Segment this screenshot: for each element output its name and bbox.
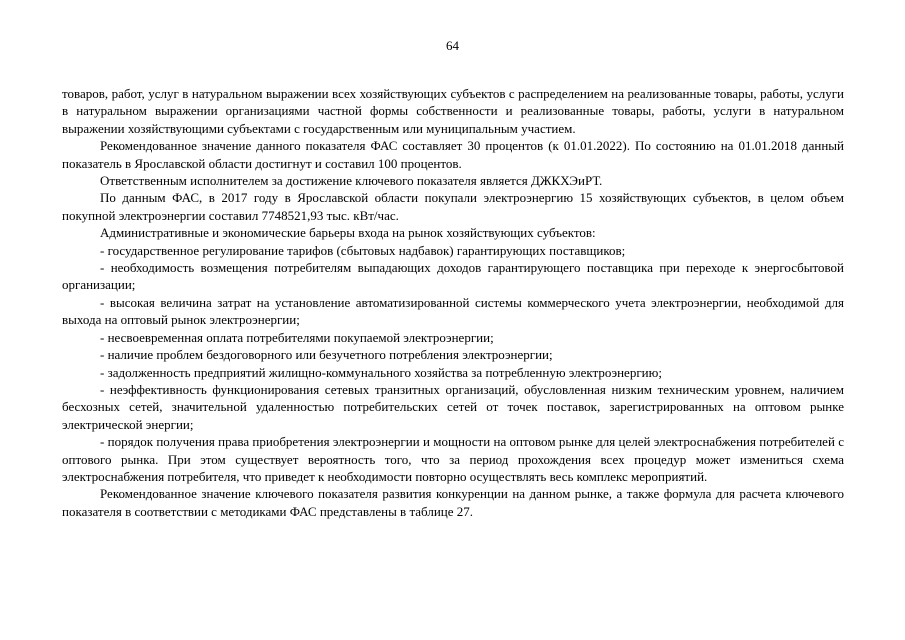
body-text	[62, 85, 844, 520]
paragraph-barriers-heading: Административные и экономические барьеры входа на рынок хозяйствующих субъектов:	[100, 225, 596, 241]
paragraph-fas-data: По данным ФАС, в 2017 году в Ярославской области покупали электроэнергию 15 хозяйствующих субъектов, в целом объем покупной электроэнергии составил 7748521,93 тыс. кВт/час.	[62, 190, 844, 223]
list-item-barrier: - высокая величина затрат на установление автоматизированной системы коммерческого учета электроэнергии, необходимой для выхода на оптовый рынок электроэнергии;	[62, 294, 844, 328]
list-item-barrier: - государственное регулирование тарифов (сбытовых надбавок) гарантирующих поставщиков;	[100, 242, 626, 258]
paragraph-table-reference: Рекомендованное значение ключевого показателя развития конкуренции на данном рынке, а также формула для расчета ключевого показателя в соответствии с методиками ФАС представлены в таблице 27.	[62, 486, 844, 519]
list-item-barrier: - наличие проблем бездоговорного или безучетного потребления электроэнергии;	[100, 347, 553, 363]
paragraph-recommended-value: Рекомендованное значение данного показателя ФАС составляет 30 процентов (к 01.01.2022). По состоянию на 01.01.2018 данный показатель в Ярославской области достигнут и составил 100 процентов.	[62, 138, 844, 171]
page-number: 64	[446, 38, 459, 53]
list-item-barrier: - порядок получения права приобретения электроэнергии и мощности на оптовом рынке для целей электроснабжения потребителей с оптового рынка. При этом существует вероятность того, что за период прохождения всех процедур может измениться схема электроснабжения потребителя, что приведет к необходимости повторно осуществлять весь комплекс мероприятий.	[62, 434, 844, 484]
list-item-barrier: - необходимость возмещения потребителям выпадающих доходов гарантирующего поставщика при переходе к энергосбытовой организации;	[62, 260, 844, 293]
paragraph-continuation: товаров, работ, услуг в натуральном выражении всех хозяйствующих субъектов с распределением на реализованные товары, работы, услуги в натуральном выражении организациями частной формы собственности и реализованные товары, работы, услуги в натуральном выражении хозяйствующими субъектами с государственным или муниципальным участием.	[62, 86, 844, 136]
paragraph-responsible-executor: Ответственным исполнителем за достижение ключевого показателя является ДЖКХЭиРТ.	[100, 173, 603, 189]
list-item-barrier: - неэффективность функционирования сетевых транзитных организаций, обусловленная низким техническим уровнем, наличием бесхозных сетей, значительной удаленностью потребительских сетей от точек поставок, зарегистрированных на оптовом рынке электрической энергии;	[62, 381, 844, 432]
list-item-barrier: - несвоевременная оплата потребителями покупаемой электроэнергии;	[100, 329, 494, 345]
list-item-barrier: - задолженность предприятий жилищно-коммунального хозяйства за потребленную электроэнергию;	[100, 364, 662, 380]
